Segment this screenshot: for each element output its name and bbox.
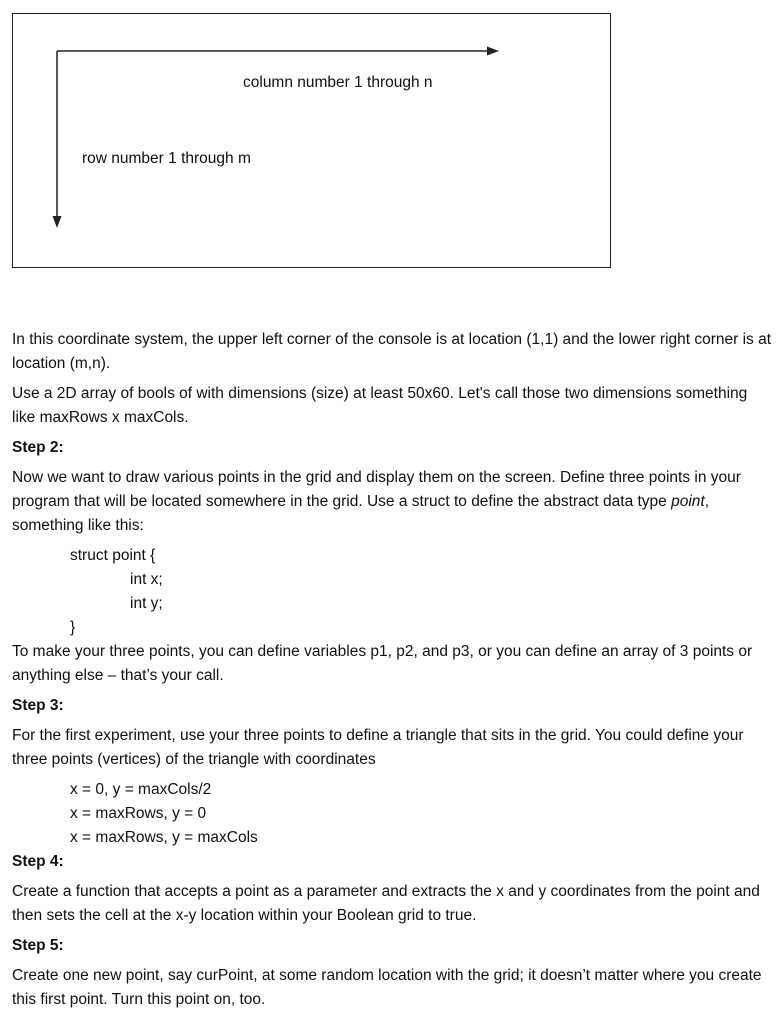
coordinate-diagram — [12, 13, 611, 268]
paragraph-coordinate-system: In this coordinate system, the upper left corner of the console is at location (1,1) and the lower right corner is at location (m,n). — [12, 331, 772, 372]
paragraph-define-points-tail: , something like this: — [12, 493, 710, 534]
struct-code-block — [12, 544, 772, 640]
paragraph-define-points — [12, 466, 772, 538]
code-line: int x; — [130, 571, 163, 588]
code-line: int y; — [130, 595, 163, 612]
step-3-heading: Step 3: — [12, 697, 64, 714]
column-arrowhead — [487, 47, 499, 56]
paragraph-define-points-text: Now we want to draw various points in the grid and display them on the screen. Define three points in your program that will be located somewhere in the grid. Use a struct to define the abstract data type — [12, 469, 741, 510]
row-label: row number 1 through m — [82, 150, 251, 167]
axes-arrows — [13, 14, 612, 269]
document-body — [12, 328, 772, 1018]
code-line: } — [70, 619, 76, 636]
row-arrowhead — [53, 216, 62, 228]
paragraph-function: Create a function that accepts a point as a parameter and extracts the x and y coordinates from the point and then sets the cell at the x-y location within your Boolean grid to true. — [12, 883, 760, 924]
column-label: column number 1 through n — [243, 74, 433, 91]
vertex-line: x = 0, y = maxCols/2 — [70, 781, 212, 798]
step-4-heading: Step 4: — [12, 853, 64, 870]
point-term: point — [671, 493, 705, 510]
code-line: struct point { — [70, 547, 156, 564]
paragraph-three-points: To make your three points, you can define variables p1, p2, and p3, or you can define an array of 3 points or anything else – that’s your call. — [12, 643, 753, 684]
vertex-list — [12, 778, 772, 850]
paragraph-array-dimensions: Use a 2D array of bools of with dimensions (size) at least 50x60. Let's call those two dimensions something like maxRows x maxCols. — [12, 385, 748, 426]
paragraph-curpoint: Create one new point, say curPoint, at some random location with the grid; it doesn’t matter where you create this first point. Turn this point on, too. — [12, 967, 762, 1008]
step-5-heading: Step 5: — [12, 937, 64, 954]
paragraph-triangle: For the first experiment, use your three points to define a triangle that sits in the grid. You could define your three points (vertices) of the triangle with coordinates — [12, 727, 744, 768]
vertex-line: x = maxRows, y = maxCols — [70, 829, 258, 846]
vertex-line: x = maxRows, y = 0 — [70, 805, 207, 822]
step-2-heading: Step 2: — [12, 439, 64, 456]
